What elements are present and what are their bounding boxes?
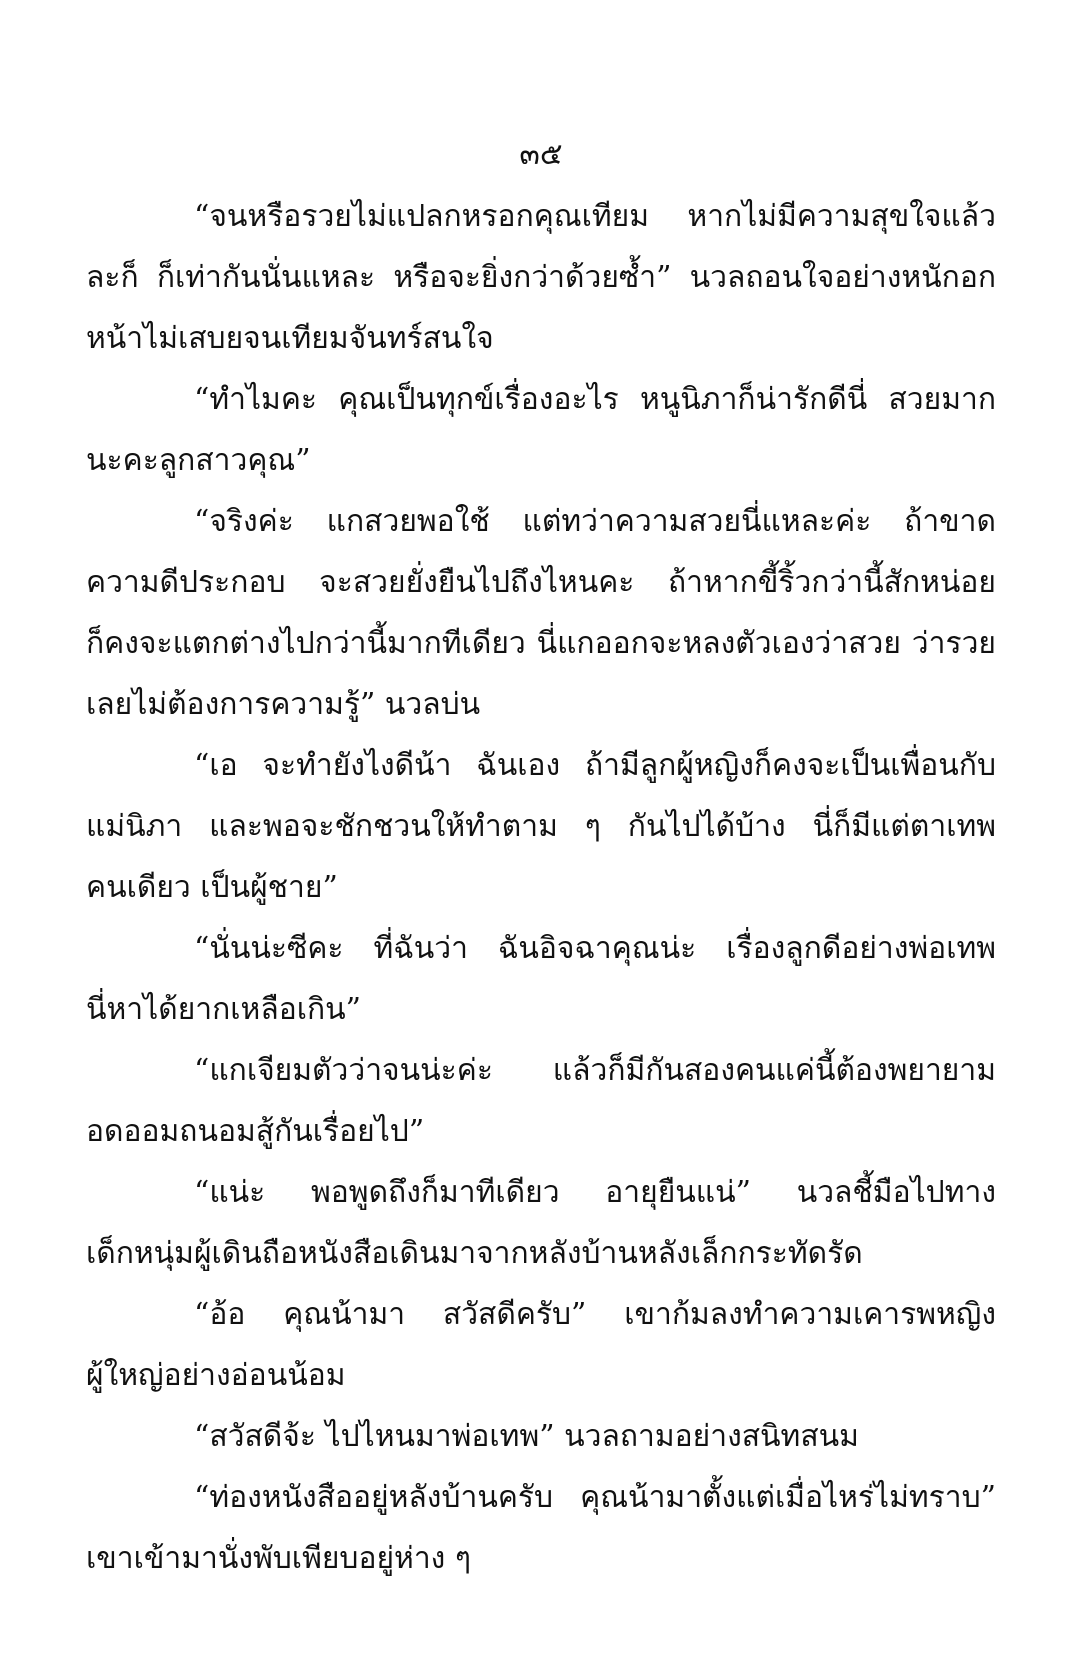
text-line: นะคะลูกสาวคุณ” bbox=[86, 443, 311, 478]
text-line: “แกเจียมตัวว่าจนน่ะค่ะ แล้วก็มีกันสองคนแค่นี้ต้องพยายาม bbox=[194, 1053, 996, 1088]
text-line: “ทำไมคะ คุณเป็นทุกข์เรื่องอะไร หนูนิภาก็น่ารักดีนี่ สวยมาก bbox=[194, 382, 996, 417]
text-line: ละก็ ก็เท่ากันนั่นแหละ หรือจะยิ่งกว่าด้วยซ้ำ” นวลถอนใจอย่างหนักอก bbox=[86, 260, 996, 295]
text-line: “นั่นน่ะซีคะ ที่ฉันว่า ฉันอิจฉาคุณน่ะ เรื่องลูกดีอย่างพ่อเทพ bbox=[194, 931, 996, 966]
text-line: “แน่ะ พอพูดถึงก็มาทีเดียว อายุยืนแน่” นวลชี้มือไปทาง bbox=[194, 1175, 996, 1210]
text-line: “จนหรือรวยไม่แปลกหรอกคุณเทียม หากไม่มีความสุขใจแล้ว bbox=[194, 199, 996, 234]
text-line: “ท่องหนังสืออยู่หลังบ้านครับ คุณน้ามาตั้งแต่เมื่อไหร่ไม่ทราบ” bbox=[194, 1480, 996, 1515]
text-line: หน้าไม่เสบยจนเทียมจันทร์สนใจ bbox=[86, 321, 494, 356]
text-line: ความดีประกอบ จะสวยยั่งยืนไปถึงไหนคะ ถ้าหากขี้ริ้วกว่านี้สักหน่อย bbox=[86, 565, 996, 600]
text-line: อดออมถนอมสู้กันเรื่อยไป” bbox=[86, 1114, 425, 1149]
text-line: คนเดียว เป็นผู้ชาย” bbox=[86, 870, 338, 905]
text-line: “เอ จะทำยังไงดีน้า ฉันเอง ถ้ามีลูกผู้หญิงก็คงจะเป็นเพื่อนกับ bbox=[194, 748, 996, 783]
text-line: นี่หาได้ยากเหลือเกิน” bbox=[86, 992, 361, 1027]
text-line: เขาเข้ามานั่งพับเพียบอยู่ห่าง ๆ bbox=[86, 1541, 471, 1576]
page-number: ๓๕ bbox=[519, 137, 563, 172]
text-line: ผู้ใหญ่อย่างอ่อนน้อม bbox=[86, 1358, 346, 1393]
text-line: ก็คงจะแตกต่างไปกว่านี้มากทีเดียว นี่แกออกจะหลงตัวเองว่าสวย ว่ารวย bbox=[86, 626, 996, 661]
text-line: “สวัสดีจ้ะ ไปไหนมาพ่อเทพ” นวลถามอย่างสนิทสนม bbox=[194, 1419, 859, 1454]
text-line: “อ้อ คุณน้ามา สวัสดีครับ” เขาก้มลงทำความเคารพหญิง bbox=[194, 1297, 996, 1332]
body-text bbox=[86, 186, 996, 1589]
text-line: เลยไม่ต้องการความรู้” นวลบ่น bbox=[86, 687, 481, 722]
text-line: แม่นิภา และพอจะชักชวนให้ทำตาม ๆ กันไปได้บ้าง นี่ก็มีแต่ตาเทพ bbox=[86, 809, 996, 844]
text-line: “จริงค่ะ แกสวยพอใช้ แต่ทว่าความสวยนี่แหละค่ะ ถ้าขาด bbox=[194, 504, 996, 539]
text-line: เด็กหนุ่มผู้เดินถือหนังสือเดินมาจากหลังบ้านหลังเล็กกระทัดรัด bbox=[86, 1236, 863, 1271]
